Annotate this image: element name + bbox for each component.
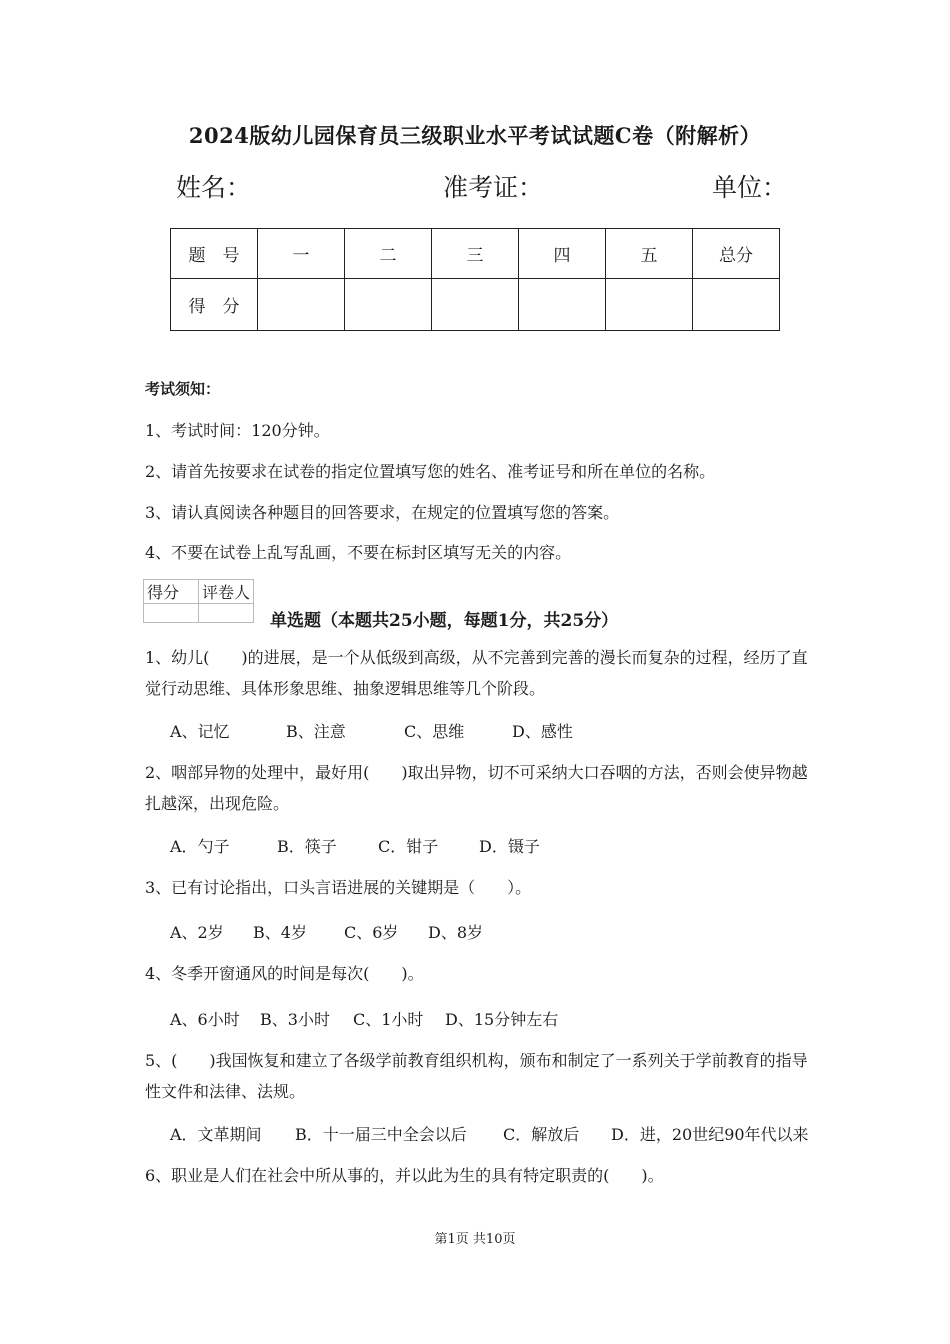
option[interactable]: A、2岁 [170,923,224,942]
note-item: 3、请认真阅读各种题目的回答要求，在规定的位置填写您的答案。 [145,503,620,522]
score-cell[interactable] [258,279,345,331]
question-stem: 5、( )我国恢复和建立了各级学前教育组织机构，颁布和制定了一系列关于学前教育的指导性文件和法律、法规。 [145,1051,808,1101]
score-header-cell: 总分 [693,229,780,279]
score-cell[interactable] [432,279,519,331]
option[interactable]: C．解放后 [503,1125,580,1144]
score-cell[interactable] [606,279,693,331]
option[interactable]: B、3小时 [260,1010,330,1029]
score-table [170,228,780,331]
question-stem: 6、职业是人们在社会中所从事的，并以此为生的具有特定职责的( )。 [145,1166,664,1185]
option[interactable]: D、8岁 [428,923,484,942]
question-stem: 1、幼儿( )的进展，是一个从低级到高级，从不完善到完善的漫长而复杂的过程，经历了直觉行动思维、具体形象思维、抽象逻辑思维等几个阶段。 [145,648,808,698]
score-table-score-row [171,279,780,331]
score-header-cell: 一 [258,229,345,279]
score-header-cell: 四 [519,229,606,279]
option[interactable]: C、1小时 [353,1010,424,1029]
option[interactable]: D、感性 [512,722,573,741]
section-title: 单选题（本题共25小题，每题1分，共25分） [270,611,619,631]
question-options [170,719,810,741]
question-options [170,834,810,856]
question-options [170,1122,810,1144]
unit-label: 单位： [712,173,788,202]
option[interactable]: D．进，20世纪90年代以来 [611,1125,809,1144]
grader-box [143,579,254,623]
option[interactable]: C、6岁 [344,923,399,942]
score-cell[interactable] [693,279,780,331]
note-item: 1、考试时间：120分钟。 [145,421,330,440]
question-stem: 3、已有讨论指出，口头言语进展的关键期是（ ）。 [145,878,532,897]
score-row-label: 得 分 [171,279,258,331]
score-header-cell: 三 [432,229,519,279]
score-cell[interactable] [345,279,432,331]
option[interactable]: A．文革期间 [170,1125,262,1144]
score-cell[interactable] [519,279,606,331]
option[interactable]: D、15分钟左右 [445,1010,559,1029]
grader-score-label: 得分 [144,580,199,604]
grader-name-label: 评卷人 [199,580,254,604]
question-options [170,1007,810,1029]
note-item: 4、不要在试卷上乱写乱画，不要在标封区填写无关的内容。 [145,543,572,562]
grader-score-cell[interactable] [144,604,199,623]
option[interactable]: B、注意 [286,722,346,741]
option[interactable]: A．勺子 [170,837,230,856]
name-label: 姓名： [176,173,252,202]
option[interactable]: B、4岁 [253,923,307,942]
option[interactable]: D．镊子 [479,837,540,856]
score-header-cell: 题 号 [171,229,258,279]
score-header-cell: 五 [606,229,693,279]
option[interactable]: C．钳子 [378,837,439,856]
page-footer: 第1页 共10页 [434,1232,516,1247]
option[interactable]: A、6小时 [170,1010,240,1029]
option[interactable]: B．筷子 [277,837,337,856]
question-options [170,920,810,942]
question-stem: 4、冬季开窗通风的时间是每次( )。 [145,964,424,983]
grader-name-cell[interactable] [199,604,254,623]
exam-id-label: 准考证： [443,173,544,202]
note-item: 2、请首先按要求在试卷的指定位置填写您的姓名、准考证号和所在单位的名称。 [145,462,716,481]
question-stem: 2、咽部异物的处理中，最好用( )取出异物，切不可采纳大口吞咽的方法，否则会使异物越扎越深，出现危险。 [145,763,808,813]
notes-heading: 考试须知： [145,380,221,398]
score-table-header-row [171,229,780,279]
option[interactable]: B．十一届三中全会以后 [295,1125,467,1144]
score-header-cell: 二 [345,229,432,279]
option[interactable]: C、思维 [404,722,465,741]
option[interactable]: A、记忆 [170,722,230,741]
document-title: 2024版幼儿园保育员三级职业水平考试试题C卷（附解析） [188,123,762,148]
